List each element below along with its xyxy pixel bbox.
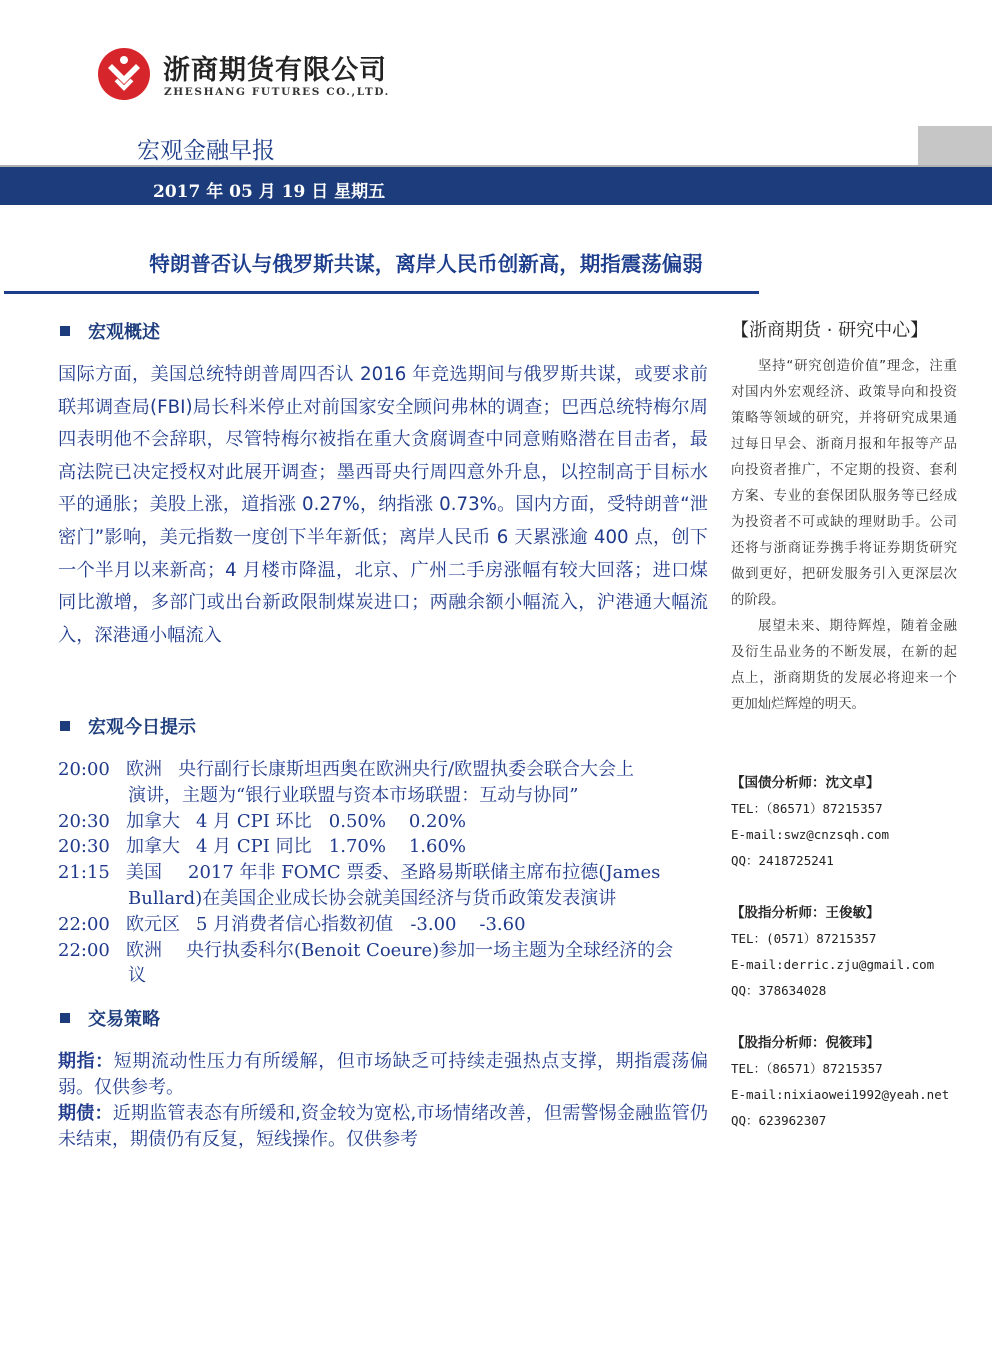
event-time: 20:00 (58, 759, 110, 780)
analyst-card (731, 900, 971, 1004)
analyst-qq: QQ：378634028 (731, 983, 827, 998)
event-list (58, 757, 708, 989)
strategy-item-bond-futures (58, 1101, 708, 1153)
event-region: 美国 (126, 862, 162, 884)
event-text: 2017 年非 FOMC 票委、圣路易斯联储主席布拉德(James (188, 862, 661, 884)
intro-paragraph: 坚持“研究创造价值”理念，注重对国内外宏观经济、政策导向和投资策略等领域的研究，并将研究成果通过每日早会、浙商月报和年报等产品向投资者推广，不定期的投资、套利方案、专业的套保团队服务等已经成为投资者不可或缺的理财助手。公司还将与浙商证券携手将证券期货研究做到更好，把研发服务引入更深层次的阶段。 (731, 359, 957, 608)
analyst-card (731, 1030, 971, 1134)
list-item (58, 834, 708, 860)
report-date: 2017 年 05 月 19 日 星期五 (153, 182, 386, 202)
analyst-qq: QQ：623962307 (731, 1113, 827, 1128)
event-time: 20:30 (58, 836, 110, 858)
event-region: 欧元区 (126, 913, 180, 935)
section-heading-strategy (60, 1005, 160, 1031)
report-type-title: 宏观金融早报 (137, 138, 275, 164)
analyst-email: E-mail:swz@cnzsqh.com (731, 827, 890, 842)
research-center-intro (731, 354, 957, 718)
event-time: 21:15 (58, 862, 110, 884)
research-center-title: 【浙商期货 · 研究中心】 (731, 320, 929, 341)
company-logo-icon (96, 46, 152, 102)
list-item (58, 938, 708, 990)
overview-paragraph: 国际方面，美国总统特朗普周四否认 2016 年竞选期间与俄罗斯共谋，或要求前联邦调查局(FBI)局长科米停止对前国家安全顾问弗林的调查；巴西总统特梅尔周四表明他不会辞职，尽管特梅尔被指在重大贪腐调查中同意贿赂潜在目击者，最高法院已决定授权对此展开调查；墨西哥央行周四意外升息，以控制高于目标水平的通胀；美股上涨，道指涨 0.27%，纳指涨 0.73%。国内方面，受特朗普“泄密门”影响，美元指数一度创下半年新低；离岸人民币 6 天累涨逾 400 点，创下一个半月以来新高；4 月楼市降温，北京、广州二手房涨幅有较大回落；进口煤同比激增，多部门或出台新政限制煤炭进口；两融余额小幅流入，沪港通大幅流入，深港通小幅流入 (58, 364, 708, 646)
analyst-qq: QQ：2418725241 (731, 853, 834, 868)
strategy-text: 短期流动性压力有所缓解，但市场缺乏可持续走强热点支撑，期指震荡偏弱。仅供参考。 (58, 1051, 708, 1098)
event-text-continued: 议 (128, 965, 146, 987)
event-text: 5 月消费者信心指数初值 -3.00 -3.60 (196, 913, 526, 935)
section-heading-label: 宏观今日提示 (88, 717, 196, 738)
report-headline: 特朗普否认与俄罗斯共谋，离岸人民币创新高，期指震荡偏弱 (149, 252, 703, 276)
event-region: 欧洲 (126, 759, 162, 780)
list-item (58, 912, 708, 938)
event-text: 4 月 CPI 环比 0.50% 0.20% (196, 810, 467, 832)
strategy-text: 近期监管表态有所缓和,资金较为宽松,市场情绪改善，但需警惕金融监管仍未结束，期债仍有反复，短线操作。仅供参考 (58, 1103, 708, 1150)
event-region: 欧洲 (126, 939, 162, 961)
event-time: 22:00 (58, 939, 110, 961)
square-bullet-icon (60, 1013, 70, 1023)
list-item (58, 860, 708, 912)
headline-divider (4, 291, 759, 294)
section-heading-overview (60, 318, 160, 344)
analyst-tel: TEL：（86571）87215357 (731, 801, 883, 816)
event-time: 20:30 (58, 810, 110, 832)
event-text-continued: 演讲，主题为“银行业联盟与资本市场联盟：互动与协同” (128, 784, 579, 806)
square-bullet-icon (60, 721, 70, 731)
event-time: 22:00 (58, 913, 110, 935)
event-text: 央行副行长康斯坦西奥在欧洲央行/欧盟执委会联合大会上 (178, 759, 635, 780)
analyst-email: E-mail:derric.zju@gmail.com (731, 957, 935, 972)
header-decoration (918, 126, 992, 166)
strategy-label: 期债： (58, 1103, 113, 1124)
analyst-tel: TEL：（86571）87215357 (731, 1061, 883, 1076)
event-text: 央行执委科尔(Benoit Coeure)参加一场主题为全球经济的会 (186, 939, 674, 961)
event-region: 加拿大 (126, 810, 180, 832)
intro-paragraph: 展望未来、期待辉煌，随着金融及衍生品业务的不断发展，在新的起点上，浙商期货的发展必将迎来一个更加灿烂辉煌的明天。 (731, 619, 957, 712)
analyst-role: 【股指分析师：倪筱玮】 (731, 1035, 880, 1051)
section-heading-label: 宏观概述 (88, 322, 160, 343)
event-text: 4 月 CPI 同比 1.70% 1.60% (196, 836, 467, 858)
analyst-role: 【股指分析师：王俊敏】 (731, 905, 880, 921)
date-bar (0, 167, 992, 205)
analyst-tel: TEL：(0571）87215357 (731, 931, 877, 946)
strategy-label: 期指： (58, 1051, 114, 1072)
event-region: 加拿大 (126, 836, 180, 858)
strategy-item-index-futures (58, 1049, 708, 1101)
list-item (58, 757, 708, 809)
section-heading-label: 交易策略 (88, 1009, 160, 1030)
analyst-email: E-mail:nixiaowei1992@yeah.net (731, 1087, 950, 1102)
analyst-card (731, 770, 971, 874)
analyst-role: 【国债分析师：沈文卓】 (731, 775, 880, 791)
event-text-continued: Bullard)在美国企业成长协会就美国经济与货币政策发表演讲 (128, 887, 617, 909)
company-name-cn: 浙商期货有限公司 (163, 55, 387, 86)
section-heading-today (60, 713, 196, 739)
list-item (58, 809, 708, 835)
square-bullet-icon (60, 326, 70, 336)
company-name-en: ZHESHANG FUTURES CO.,LTD. (164, 86, 390, 98)
